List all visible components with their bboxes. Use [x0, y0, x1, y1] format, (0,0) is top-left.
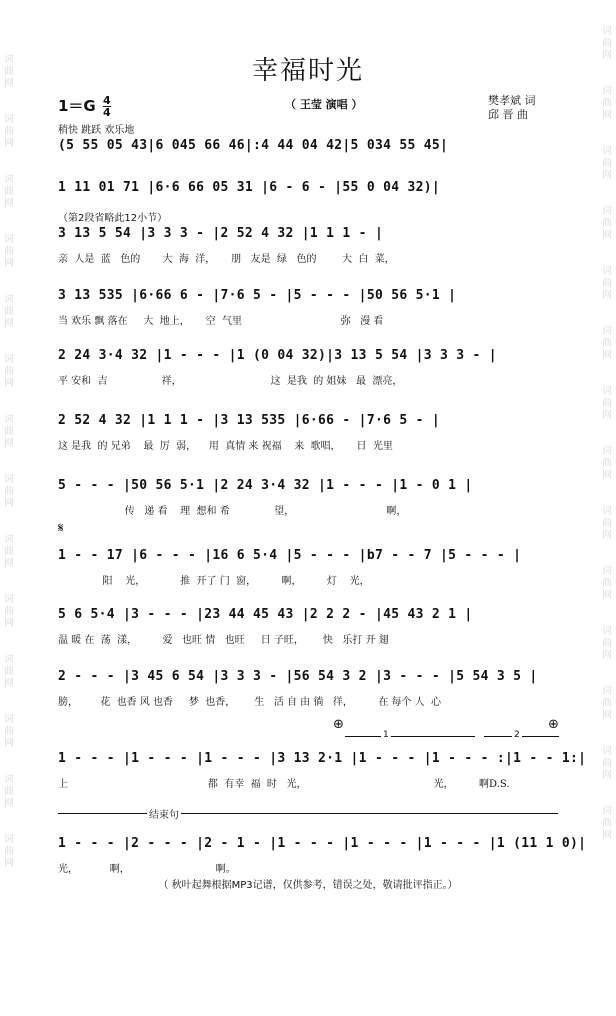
score-line — [58, 669, 578, 708]
volta-2-label: 2 — [514, 730, 520, 740]
watermark-char: 词 — [4, 654, 14, 665]
song-title: 幸福时光 — [251, 56, 364, 86]
time-signature — [103, 95, 111, 118]
score-line — [58, 348, 578, 387]
score-line — [58, 478, 578, 517]
watermark-char: 网 — [4, 378, 14, 389]
watermark-group — [4, 834, 14, 870]
watermark-group — [4, 714, 14, 750]
lyrics: 阳 光， 推 开了 门 窗， 啊， 灯 光， — [58, 576, 370, 587]
watermark-char: 词 — [4, 174, 14, 185]
watermark-group — [602, 506, 612, 542]
watermark-char: 词 — [602, 446, 612, 457]
lyrics: 上 都 有幸 福 时 光， 光， 啊D.S. — [58, 779, 510, 790]
watermark-group — [4, 474, 14, 510]
lyrics: 膀， 花 也香 风 也香 梦 也香， 生 活 自 由 徜 徉， 在 每个 人 心 — [58, 697, 442, 708]
volta-1 — [345, 730, 475, 740]
watermark-char: 曲 — [4, 366, 14, 377]
score-line — [58, 288, 578, 327]
lyrics: 这 是我 的 兄弟 最 厉 弱， 用 真情 来 祝福 来 歌唱， 日 光里 — [58, 441, 393, 452]
score-line — [58, 413, 578, 452]
watermark-char: 曲 — [602, 338, 612, 349]
watermark-group — [602, 746, 612, 782]
watermark-group — [602, 266, 612, 302]
watermark-char: 曲 — [602, 818, 612, 829]
watermark-char: 词 — [4, 414, 14, 425]
watermark-char: 词 — [602, 506, 612, 517]
watermark-char: 词 — [4, 234, 14, 245]
watermark-group — [602, 326, 612, 362]
watermark-char: 曲 — [4, 546, 14, 557]
watermark-group — [4, 774, 14, 810]
ending-bracket — [58, 813, 558, 814]
watermark-char: 网 — [602, 530, 612, 541]
watermark-char: 曲 — [4, 786, 14, 797]
watermark-group — [602, 566, 612, 602]
watermark-char: 曲 — [4, 426, 14, 437]
score-line — [58, 548, 578, 587]
watermark-char: 曲 — [4, 246, 14, 257]
watermark-char: 词 — [602, 146, 612, 157]
watermark-char: 网 — [4, 198, 14, 209]
score-line — [58, 226, 578, 265]
watermark-char: 曲 — [4, 846, 14, 857]
score-line — [58, 138, 578, 153]
watermark-char: 曲 — [4, 726, 14, 737]
watermark-group — [602, 206, 612, 242]
watermark-char: 词 — [602, 386, 612, 397]
footer-note: （ 秋叶起舞根据MP3记谱，仅供参考，错误之处，敬请批评指正。） — [158, 880, 458, 891]
singer: （ 王莹 演唱 ） — [285, 98, 363, 111]
time-top: 4 — [102, 94, 111, 107]
key-signature — [58, 95, 111, 118]
watermark-char: 网 — [4, 738, 14, 749]
watermark-group — [4, 294, 14, 330]
watermark-char: 网 — [602, 290, 612, 301]
watermark-char: 曲 — [4, 66, 14, 77]
notation: 2 - - - |3 45 6 54 |3 3 3 - |56 54 3 2 |3 - - - |5 54 3 5 | — [58, 669, 538, 684]
watermark-group — [4, 114, 14, 150]
watermark-char: 词 — [4, 834, 14, 845]
watermark-char: 词 — [602, 566, 612, 577]
watermark-char: 网 — [4, 858, 14, 869]
watermark-char: 词 — [602, 26, 612, 37]
notation: 3 13 535 |6·66 6 - |7·6 5 - |5 - - - |50 56 5·1 | — [58, 288, 457, 303]
watermark-char: 网 — [4, 138, 14, 149]
watermark-char: 曲 — [602, 38, 612, 49]
watermark-char: 曲 — [4, 606, 14, 617]
watermark-char: 网 — [4, 558, 14, 569]
score-line — [58, 607, 578, 646]
credits — [488, 94, 536, 122]
watermark-group — [602, 86, 612, 122]
lyrics: 当 欢乐 飘 落在 大 地上， 空 气里 弥 漫 看 — [58, 316, 384, 327]
watermark-char: 网 — [602, 590, 612, 601]
watermark-char: 曲 — [602, 158, 612, 169]
notation: 1 - - 17 |6 - - - |16 6 5·4 |5 - - - |b7 - - 7 |5 - - - | — [58, 548, 522, 563]
notation: 2 24 3·4 32 |1 - - - |1 (0 04 32)|3 13 5 54 |3 3 3 - | — [58, 348, 497, 363]
lyrics: 光， 啊， 啊。 — [58, 864, 236, 875]
notation: (5 55 05 43|6 045 66 46|:4 44 04 42|5 034 55 45| — [58, 138, 449, 153]
watermark-char: 曲 — [4, 306, 14, 317]
watermark-group — [602, 686, 612, 722]
watermark-group — [4, 654, 14, 690]
second-time-skip-note: （第2段省略此12小节） — [58, 213, 168, 224]
watermark-group — [4, 174, 14, 210]
watermark-group — [602, 806, 612, 842]
watermark-char: 曲 — [602, 698, 612, 709]
watermark-char: 网 — [602, 410, 612, 421]
watermark-char: 网 — [602, 710, 612, 721]
watermark-char: 词 — [602, 626, 612, 637]
watermark-char: 词 — [602, 266, 612, 277]
watermark-group — [4, 594, 14, 630]
watermark-char: 词 — [602, 326, 612, 337]
watermark-char: 词 — [4, 354, 14, 365]
composer: 邱 晋 曲 — [488, 108, 528, 121]
watermark-char: 曲 — [602, 758, 612, 769]
notation: 5 - - - |50 56 5·1 |2 24 3·4 32 |1 - - - |1 - 0 1 | — [58, 478, 473, 493]
watermark-group — [602, 386, 612, 422]
watermark-left — [2, 0, 16, 1016]
watermark-group — [4, 534, 14, 570]
watermark-char: 曲 — [602, 98, 612, 109]
lyrics: 平 安和 吉 祥， 这 是我 的 姐妹 最 漂亮， — [58, 376, 403, 387]
watermark-char: 曲 — [4, 666, 14, 677]
watermark-char: 词 — [602, 86, 612, 97]
segno-sign: 𝄋 — [58, 521, 64, 536]
watermark-char: 词 — [4, 594, 14, 605]
watermark-char: 网 — [602, 830, 612, 841]
watermark-group — [4, 354, 14, 390]
watermark-char: 网 — [602, 170, 612, 181]
watermark-char: 词 — [602, 746, 612, 757]
coda-sign-1: ⊕ — [333, 717, 344, 732]
watermark-char: 曲 — [4, 186, 14, 197]
notation: 1 11 01 71 |6·6 66 05 31 |6 - 6 - |55 0 04 32)| — [58, 180, 440, 195]
watermark-char: 网 — [4, 618, 14, 629]
watermark-char: 网 — [602, 50, 612, 61]
watermark-char: 曲 — [602, 218, 612, 229]
watermark-char: 网 — [602, 650, 612, 661]
watermark-char: 网 — [4, 258, 14, 269]
lyrics: 温 暖 在 荡 漾， 爱 也旺 情 也旺 日 子旺， 快 乐打 开 翅 — [58, 635, 389, 646]
watermark-char: 网 — [4, 678, 14, 689]
watermark-char: 词 — [4, 54, 14, 65]
watermark-char: 词 — [602, 686, 612, 697]
key-prefix: 1＝G — [58, 97, 96, 115]
watermark-char: 词 — [4, 774, 14, 785]
watermark-char: 词 — [4, 534, 14, 545]
lyrics: 亲 人是 蓝 色的 大 海 洋， 朋 友是 绿 色的 大 白 菜， — [58, 254, 395, 265]
watermark-char: 词 — [602, 206, 612, 217]
score-line — [58, 836, 587, 875]
watermark-char: 网 — [4, 438, 14, 449]
watermark-char: 曲 — [602, 518, 612, 529]
time-bottom: 4 — [102, 106, 111, 119]
watermark-char: 曲 — [602, 278, 612, 289]
watermark-group — [4, 414, 14, 450]
tempo-marking: 稍快 跳跃 欢乐地 — [58, 125, 135, 136]
lyrics: 传 递 看 理 想和 希 望， 啊， — [58, 506, 407, 517]
watermark-char: 词 — [4, 474, 14, 485]
watermark-char: 曲 — [4, 126, 14, 137]
watermark-char: 网 — [602, 110, 612, 121]
watermark-group — [602, 146, 612, 182]
watermark-group — [4, 234, 14, 270]
watermark-group — [602, 626, 612, 662]
watermark-char: 网 — [602, 350, 612, 361]
watermark-char: 网 — [4, 498, 14, 509]
notation: 3 13 5 54 |3 3 3 - |2 52 4 32 |1 1 1 - | — [58, 226, 384, 241]
notation: 5 6 5·4 |3 - - - |23 44 45 43 |2 2 2 - |45 43 2 1 | — [58, 607, 473, 622]
notation: 2 52 4 32 |1 1 1 - |3 13 535 |6·66 - |7·6 5 - | — [58, 413, 440, 428]
watermark-char: 词 — [4, 294, 14, 305]
volta-1-label: 1 — [383, 730, 389, 740]
watermark-char: 网 — [602, 470, 612, 481]
watermark-char: 曲 — [602, 638, 612, 649]
watermark-char: 曲 — [602, 458, 612, 469]
watermark-char: 曲 — [4, 486, 14, 497]
watermark-char: 网 — [4, 318, 14, 329]
watermark-char: 网 — [602, 770, 612, 781]
notation: 1 - - - |1 - - - |1 - - - |3 13 2·1 |1 - - - |1 - - - :|1 - - 1:| — [58, 751, 587, 766]
watermark-right — [600, 0, 614, 988]
watermark-char: 词 — [602, 806, 612, 817]
score-line — [58, 751, 587, 790]
watermark-char: 网 — [4, 798, 14, 809]
coda-sign-2: ⊕ — [548, 717, 559, 732]
volta-2 — [484, 730, 559, 740]
score-line — [58, 180, 578, 195]
ending-label: 结束句 — [147, 806, 181, 821]
notation: 1 - - - |2 - - - |2 - 1 - |1 - - - |1 - - - |1 - - - |1 (11 1 0)| — [58, 836, 587, 851]
watermark-char: 曲 — [602, 398, 612, 409]
watermark-char: 词 — [4, 714, 14, 725]
watermark-char: 网 — [602, 230, 612, 241]
watermark-char: 网 — [4, 78, 14, 89]
watermark-char: 词 — [4, 114, 14, 125]
watermark-group — [602, 446, 612, 482]
lyricist: 樊孝斌 词 — [488, 94, 536, 107]
watermark-char: 曲 — [602, 578, 612, 589]
